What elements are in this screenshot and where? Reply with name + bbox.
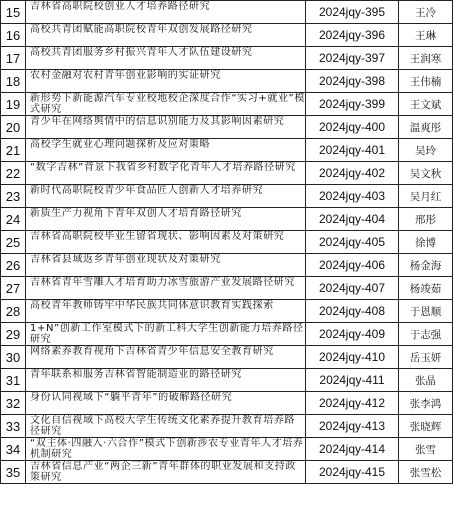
project-code: 2024jqy-397 (306, 47, 399, 70)
table-row (1, 162, 453, 185)
row-number: 35 (1, 461, 26, 484)
project-code: 2024jqy-395 (306, 1, 399, 24)
table-row (1, 346, 453, 369)
table-row (1, 438, 453, 461)
project-title-cell (26, 70, 306, 93)
principal-name: 张晓辉 (399, 415, 453, 438)
table-row (1, 24, 453, 47)
principal-name: 张雪 (399, 438, 453, 461)
project-code: 2024jqy-413 (306, 415, 399, 438)
principal-name: 吴玲 (399, 139, 453, 162)
project-code: 2024jqy-399 (306, 93, 399, 116)
project-title-cell (26, 139, 306, 162)
project-title-cell (26, 162, 306, 185)
project-title-cell (26, 346, 306, 369)
row-number: 16 (1, 24, 26, 47)
project-title-cell (26, 208, 306, 231)
principal-name: 邢彤 (399, 208, 453, 231)
project-title-cell (26, 277, 306, 300)
project-code: 2024jqy-415 (306, 461, 399, 484)
row-number: 28 (1, 300, 26, 323)
project-title-cell (26, 24, 306, 47)
principal-name: 王润寒 (399, 47, 453, 70)
project-title: 高校共青团服务乡村振兴青年人才队伍建设研究 (30, 47, 253, 58)
project-title-cell (26, 369, 306, 392)
project-title: 农村金融对农村青年创业影响的实证研究 (30, 70, 221, 81)
table-row (1, 277, 453, 300)
principal-name: 吴月红 (399, 185, 453, 208)
project-code: 2024jqy-405 (306, 231, 399, 254)
project-title-cell (26, 231, 306, 254)
principal-name: 于恩顺 (399, 300, 453, 323)
project-title-cell (26, 1, 306, 24)
project-title: 吉林省高职院校创业人才培养路径研究 (30, 1, 211, 12)
row-number: 24 (1, 208, 26, 231)
project-title-cell (26, 438, 306, 461)
project-title: 吉林省县域返乡青年创业现状及对策研究 (30, 254, 221, 265)
principal-name: 温爽彤 (399, 116, 453, 139)
project-title-cell (26, 392, 306, 415)
row-number: 31 (1, 369, 26, 392)
table-row (1, 300, 453, 323)
table-row (1, 1, 453, 24)
project-title: 青年联系和服务吉林省智能制造业的路径研究 (30, 369, 242, 380)
table-row (1, 93, 453, 116)
table-row (1, 461, 453, 484)
project-code: 2024jqy-401 (306, 139, 399, 162)
project-title-cell (26, 323, 306, 346)
project-title: 新形势下新能源汽车专业校地校企深度合作“实习+就业”模式研究 (30, 93, 305, 115)
table-row (1, 208, 453, 231)
project-code: 2024jqy-410 (306, 346, 399, 369)
project-title-cell (26, 300, 306, 323)
row-number: 18 (1, 70, 26, 93)
table-row (1, 369, 453, 392)
project-title-cell (26, 93, 306, 116)
principal-name: 岳玉妍 (399, 346, 453, 369)
row-number: 29 (1, 323, 26, 346)
row-number: 33 (1, 415, 26, 438)
row-number: 27 (1, 277, 26, 300)
table-row (1, 415, 453, 438)
project-title: 文化自信视域下高校大学生传统文化素养提升教育培养路径研究 (30, 415, 295, 437)
row-number: 21 (1, 139, 26, 162)
row-number: 26 (1, 254, 26, 277)
table-row (1, 392, 453, 415)
project-title-cell (26, 47, 306, 70)
table-row (1, 185, 453, 208)
project-title: 青少年在网络舆情中的信息识别能力及其影响因素研究 (30, 116, 285, 127)
principal-name: 王琳 (399, 24, 453, 47)
row-number: 19 (1, 93, 26, 116)
principal-name: 王伟楠 (399, 70, 453, 93)
project-code: 2024jqy-414 (306, 438, 399, 461)
project-code: 2024jqy-407 (306, 277, 399, 300)
principal-name: 于志强 (399, 323, 453, 346)
table-body (1, 1, 453, 484)
row-number: 17 (1, 47, 26, 70)
project-title: 网络素养教育视角下吉林省青少年信息安全教育研究 (30, 346, 274, 357)
table-row (1, 47, 453, 70)
principal-name: 张李鸿 (399, 392, 453, 415)
table-row (1, 116, 453, 139)
project-code: 2024jqy-400 (306, 116, 399, 139)
project-code: 2024jqy-409 (306, 323, 399, 346)
project-title: “数字吉林”背景下我省乡村数字化青年人才培养路径研究 (30, 162, 296, 173)
project-code: 2024jqy-396 (306, 24, 399, 47)
row-number: 23 (1, 185, 26, 208)
project-title: 1+N”创新工作室模式下的新工科大学生创新能力培养路径研究 (30, 323, 304, 345)
project-title-cell (26, 254, 306, 277)
project-title: 身份认同视域下“躺平青年”的破解路径研究 (30, 392, 233, 403)
project-code: 2024jqy-404 (306, 208, 399, 231)
principal-name: 杨竣茹 (399, 277, 453, 300)
project-code: 2024jqy-412 (306, 392, 399, 415)
project-code: 2024jqy-408 (306, 300, 399, 323)
principal-name: 王文斌 (399, 93, 453, 116)
row-number: 20 (1, 116, 26, 139)
row-number: 32 (1, 392, 26, 415)
project-title: 吉林省高职院校毕业生留省现状、影响因素及对策研究 (30, 231, 285, 242)
table-row (1, 254, 453, 277)
project-title-cell (26, 116, 306, 139)
project-title: 新质生产力视角下青年双创人才培育路径研究 (30, 208, 242, 219)
project-title-cell (26, 185, 306, 208)
principal-name: 徐博 (399, 231, 453, 254)
project-title-cell (26, 415, 306, 438)
table-row (1, 323, 453, 346)
principal-name: 张晶 (399, 369, 453, 392)
project-title: 高校青年教师铸牢中华民族共同体意识教育实践探索 (30, 300, 274, 311)
row-number: 30 (1, 346, 26, 369)
project-code: 2024jqy-411 (306, 369, 399, 392)
project-title: 吉林省青年雪雕人才培育助力冰雪旅游产业发展路径研究 (30, 277, 295, 288)
table-row (1, 70, 453, 93)
table-row (1, 139, 453, 162)
principal-name: 王冷 (399, 1, 453, 24)
row-number: 25 (1, 231, 26, 254)
row-number: 15 (1, 1, 26, 24)
project-title: 高校共青团赋能高职院校青年双创发展路径研究 (30, 24, 253, 35)
principal-name: 吴文秋 (399, 162, 453, 185)
principal-name: 张雪松 (399, 461, 453, 484)
project-title: 吉林省信息产业“两企三新”青年群体的职业发展和支持政策研究 (30, 461, 296, 483)
project-title: 高校学生就业心理问题探析及应对策略 (30, 139, 211, 150)
row-number: 22 (1, 162, 26, 185)
project-title: 新时代高职院校青少年食品匠人创新人才培养研究 (30, 185, 264, 196)
project-code: 2024jqy-398 (306, 70, 399, 93)
row-number: 34 (1, 438, 26, 461)
project-code: 2024jqy-403 (306, 185, 399, 208)
table-row (1, 231, 453, 254)
project-title: “双主体·四融入·六合作”模式下创新涉农专业青年人才培养机制研究 (30, 438, 304, 460)
principal-name: 杨金海 (399, 254, 453, 277)
project-title-cell (26, 461, 306, 484)
project-code: 2024jqy-406 (306, 254, 399, 277)
project-code: 2024jqy-402 (306, 162, 399, 185)
